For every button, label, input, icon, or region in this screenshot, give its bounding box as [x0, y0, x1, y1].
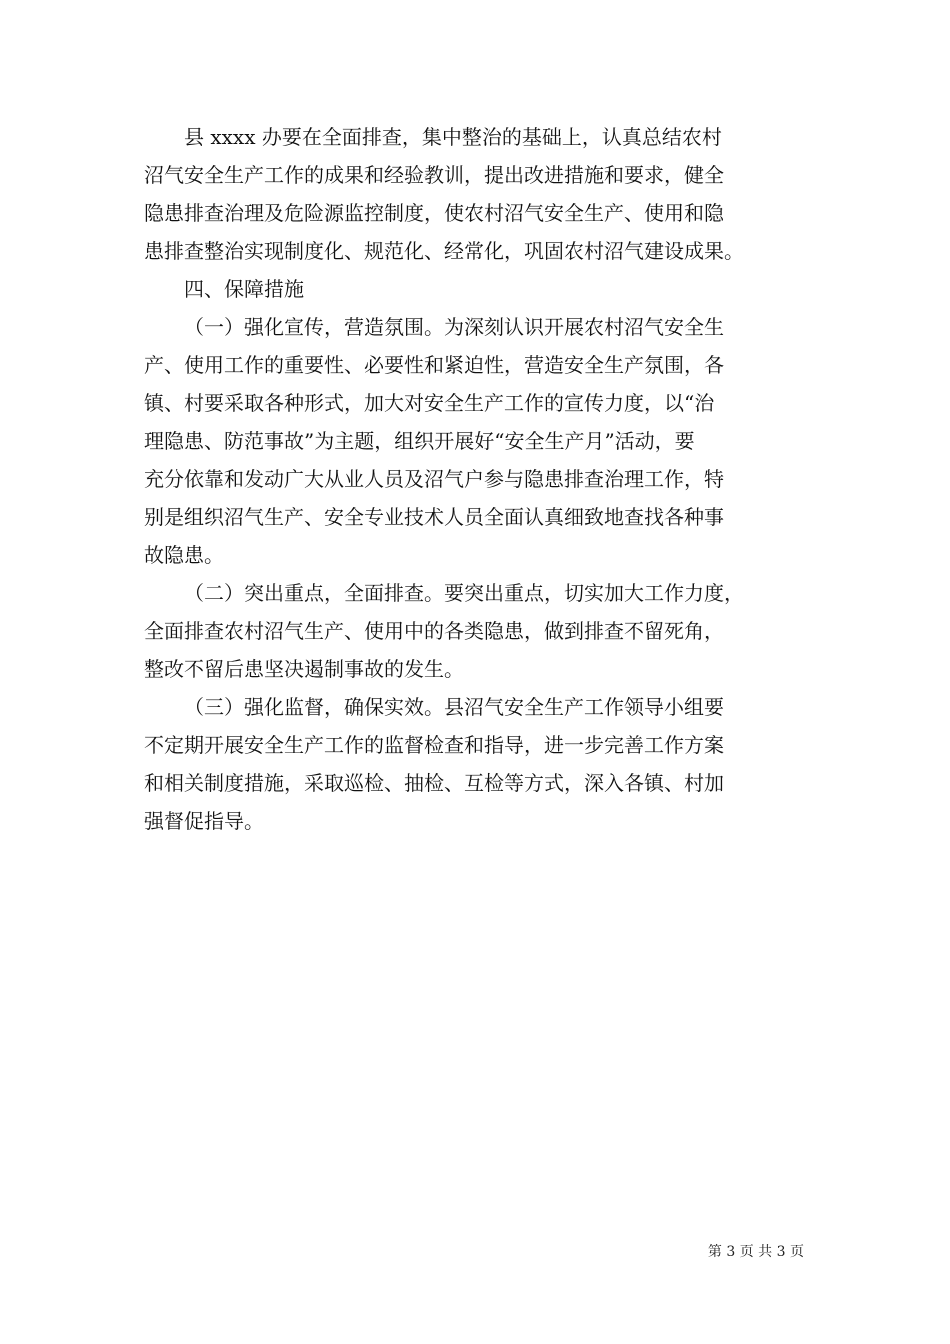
- text-line: 别是组织沼气生产、安全专业技术人员全面认真细致地查找各种事: [144, 505, 724, 529]
- page-number: 第 3 页 共 3 页: [707, 1244, 804, 1260]
- text-line: （二）突出重点，全面排查。要突出重点，切实加大工作力度，: [184, 581, 744, 605]
- paragraph-supervision: [144, 688, 810, 840]
- text-line: 患排查整治实现制度化、规范化、经常化，巩固农村沼气建设成果。: [144, 239, 744, 263]
- text-line: 强督促指导。: [144, 809, 264, 833]
- text-line: 隐患排查治理及危险源监控制度，使农村沼气安全生产、使用和隐: [144, 201, 724, 225]
- text-line: 整改不留后患坚决遏制事故的发生。: [144, 657, 464, 681]
- text-line: （一）强化宣传，营造氛围。为深刻认识开展农村沼气安全生: [184, 315, 724, 339]
- text-line: 县 xxxx 办要在全面排查，集中整治的基础上，认真总结农村: [184, 125, 722, 149]
- text-line: 四、保障措施: [184, 277, 304, 301]
- text-line: 理隐患、防范事故”为主题，组织开展好“安全生产月”活动，要: [144, 429, 695, 453]
- text-line: 故隐患。: [144, 543, 224, 567]
- paragraph-key-inspection: [144, 574, 810, 688]
- text-line: 产、使用工作的重要性、必要性和紧迫性，营造安全生产氛围，各: [144, 353, 724, 377]
- text-line: 充分依靠和发动广大从业人员及沼气户参与隐患排查治理工作，特: [144, 467, 724, 491]
- text-line: 镇、村要采取各种形式，加大对安全生产工作的宣传力度，以“治: [144, 391, 715, 415]
- text-line: 沼气安全生产工作的成果和经验教训，提出改进措施和要求，健全: [144, 163, 724, 187]
- text-line: 不定期开展安全生产工作的监督检查和指导，进一步完善工作方案: [144, 733, 724, 757]
- document-body: [144, 118, 810, 840]
- text-line: 和相关制度措施，采取巡检、抽检、互检等方式，深入各镇、村加: [144, 771, 724, 795]
- paragraph-publicity: [144, 308, 810, 574]
- text-line: 全面排查农村沼气生产、使用中的各类隐患，做到排查不留死角，: [144, 619, 724, 643]
- section-heading: [144, 270, 810, 308]
- text-line: （三）强化监督，确保实效。县沼气安全生产工作领导小组要: [184, 695, 724, 719]
- paragraph-summary: [144, 118, 810, 270]
